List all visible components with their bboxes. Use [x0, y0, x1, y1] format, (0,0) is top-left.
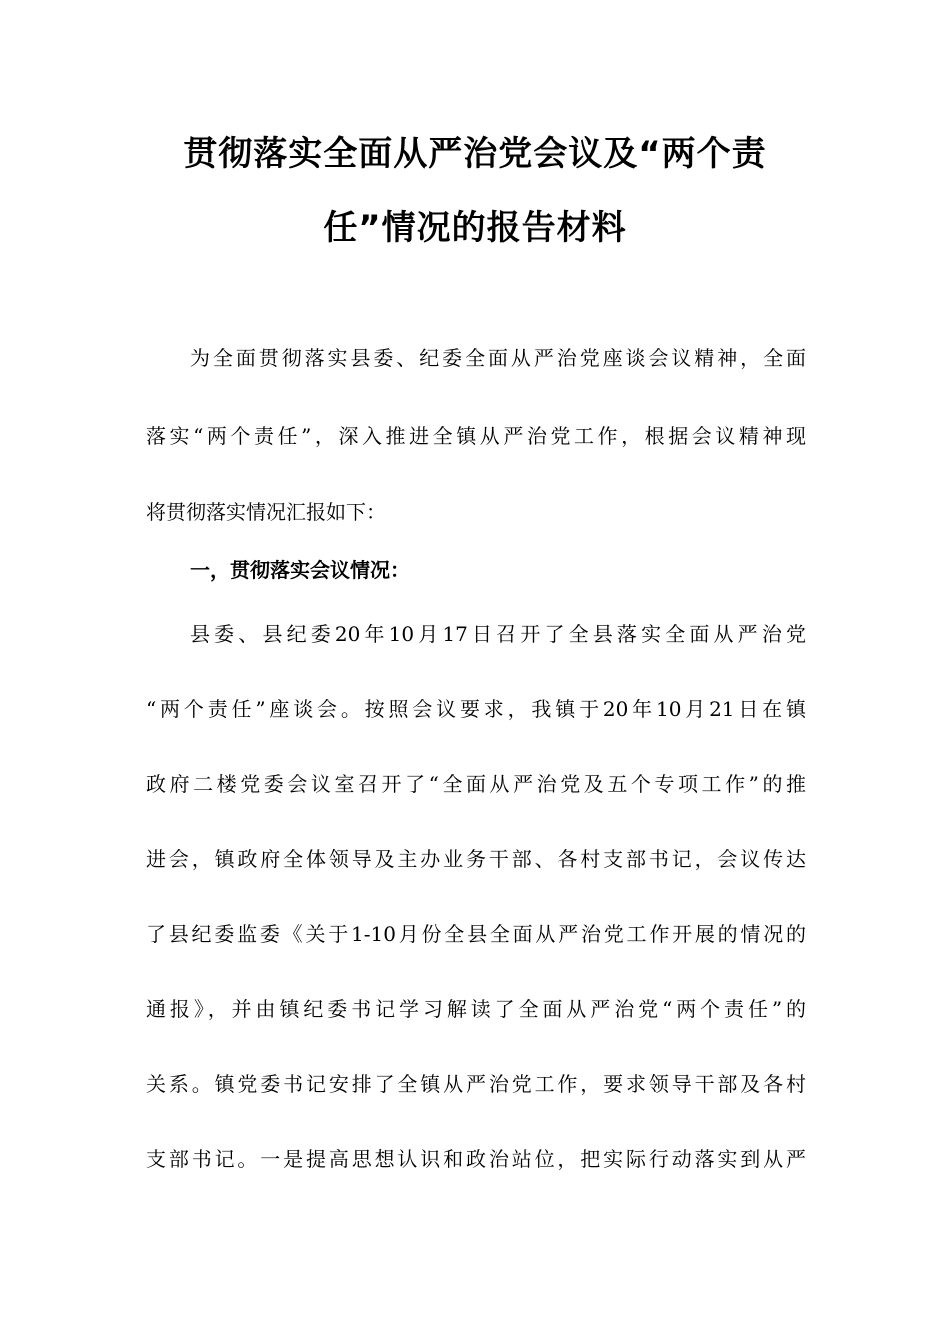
document-title-line-2: 任”情况的报告材料	[323, 208, 627, 248]
document-title-line-1: 贯彻落实全面从严治党会议及“两个责	[183, 134, 767, 174]
paragraph-line: 关系。镇党委书记安排了全镇从严治党工作，要求领导干部及各村	[146, 1072, 806, 1096]
paragraph-line: 支部书记。一是提高思想认识和政治站位，把实际行动落实到从严	[146, 1147, 806, 1171]
paragraph-line: 落实“两个责任”，深入推进全镇从严治党工作，根据会议精神现	[146, 424, 806, 448]
paragraph-line: 进会，镇政府全体领导及主办业务干部、各村支部书记，会议传达	[146, 847, 806, 871]
paragraph-line: 政府二楼党委会议室召开了“全面从严治党及五个专项工作”的推	[146, 772, 806, 796]
section-heading: 一，贯彻落实会议情况：	[190, 558, 410, 582]
paragraph-line: 为全面贯彻落实县委、纪委全面从严治党座谈会议精神，全面	[190, 346, 806, 370]
paragraph-line: 了县纪委监委《关于1-10月份全县全面从严治党工作开展的情况的	[146, 922, 806, 946]
paragraph-line: 县委、县纪委20年10月17日召开了全县落实全面从严治党	[190, 622, 806, 646]
paragraph-line: 将贯彻落实情况汇报如下：	[146, 500, 386, 524]
paragraph-line: “两个责任”座谈会。按照会议要求，我镇于20年10月21日在镇	[146, 697, 806, 721]
paragraph-line: 通报》，并由镇纪委书记学习解读了全面从严治党“两个责任”的	[146, 997, 806, 1021]
